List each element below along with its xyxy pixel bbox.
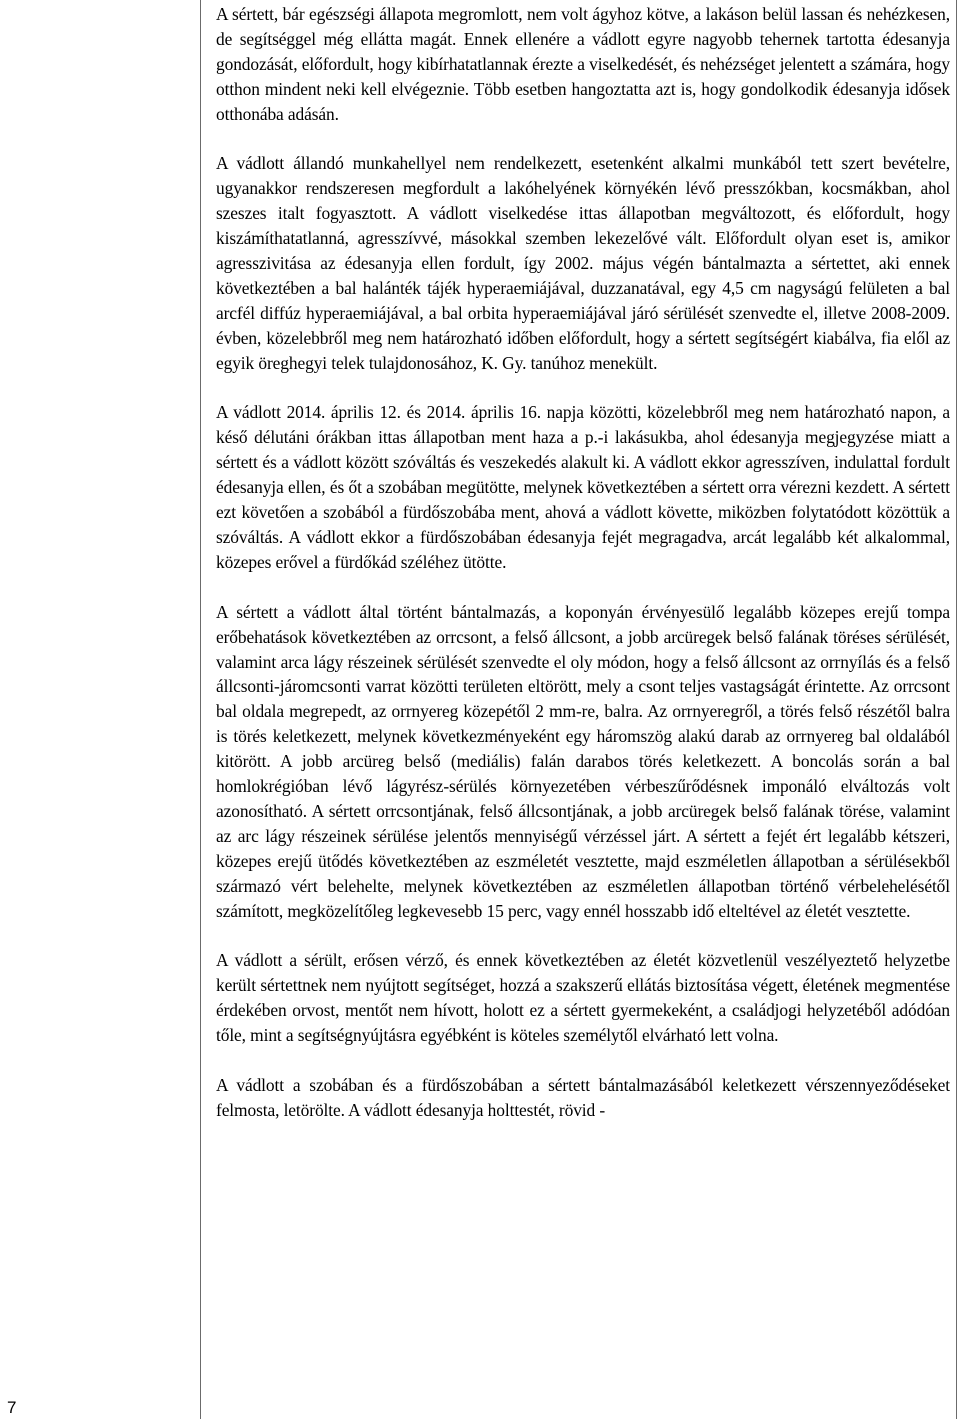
page-number: 7 <box>7 1398 17 1417</box>
document-body <box>216 2 950 1123</box>
paragraph-6: A vádlott a szobában és a fürdőszobában a sértett bántalmazásából keletkezett vérszennyeződéseket felmosta, letörölte. A vádlott édesanyja holttestét, rövid - <box>216 1074 950 1120</box>
paragraph-4: A sértett a vádlott által történt bántalmazás, a koponyán érvényesülő legalább közepes erejű tompa erőbehatások következtében az orrcsont, a felső állcsont, a jobb arcüregek belső falának töréses sérülését, valamint arca lágy részeinek sérülését szenvedte el oly módon, hogy a felső állcsont az orrnyílás és a felső állcsonti-járomcsonti varrat közötti területen eltörött, mely a csont teljes vastagságát érintette. Az orrcsont bal oldala megrepedt, az orrnyereg közepétől 2 mm-re, balra. Az orrnyeregről, a törés felső részétől balra is törés keletkezett, melynek következményeként egy háromszög alakú darab az orrnyereg bal oldalából kitörött. A jobb arcüreg belső (mediális) falán darabos törés keletkezett. A boncolás során a bal homlokrégióban lévő lágyrész-sérülés környezetében vérbeszűrődésnek imponáló elváltozás volt azonosítható. A sértett orrcsontjának, felső állcsontjának, a jobb arcüregek belső falának törése, valamint az arc lágy részeinek sérülése jelentős mennyiségű vérzéssel járt. A sértett a fejét ért legalább kétszeri, közepes erejű ütődés következtében az eszméletét vesztette, majd eszméletlen állapotban a sérülésekből származó vért belehelte, melynek következtében az eszméletlen állapotban történő vérbelehelésétől számított, megközelítőleg legkevesebb 15 perc, vagy ennél hosszabb idő elteltével az életét vesztette. <box>216 601 950 921</box>
paragraph-2: A vádlott állandó munkahellyel nem rendelkezett, esetenként alkalmi munkából tett szert bevételre, ugyanakkor rendszeresen megfordult a lakóhelyének környékén lévő presszókban, kocsmákban, ahol szeszes italt fogyasztott. A vádlott viselkedése ittas állapotban megváltozott, és előfordult, hogy kiszámíthatatlanná, agresszívvé, másokkal szemben lekezelővé vált. Előfordult olyan eset is, amikor agresszivitása az édesanyja ellen fordult, így 2002. május végén bántalmazta a sértettet, aki ennek következtében a bal halánték tájék hyperaemiájával, duzzanatával, egy 4,5 cm nagyságú felületen a bal arcfél diffúz hyperaemiájával, a bal orbita hyperaemiájával járó sérülését szenvedte el, illetve 2008-2009. évben, közelebbről meg nem határozható időben előfordult, hogy a sértett segítségért kiabálva, fia elől az egyik öreghegyi telek tulajdonosához, K. Gy. tanúhoz menekült. <box>216 153 950 373</box>
paragraph-5: A vádlott a sérült, erősen vérző, és ennek következtében az életét közvetlenül veszélyeztető helyzetbe került sértettnek nem nyújtott segítséget, hozzá a szakszerű ellátás biztosítása végett, életének megmentése érdekében orvost, mentőt nem hívott, holott ez a sértett gyermekeként, a családjogi helyzetéből adódóan tőle, mint a segítségnyújtásra egyébként is köteles személytől elvárható lett volna. <box>216 950 950 1046</box>
paragraph-3: A vádlott 2014. április 12. és 2014. április 16. napja közötti, közelebbről meg nem határozható napon, a késő délutáni órákban ittas állapotban ment haza a p.-i lakásukba, ahol édesanyja megjegyzése miatt a sértett és a vádlott között szóváltás és veszekedés alakult ki. A vádlott ekkor agresszíven, indulattal fordult édesanyja ellen, és őt a szobában megütötte, melynek következtében a sértett orra vérezni kezdett. A sértett ezt követően a szobából a fürdőszobába ment, ahová a vádlott követte, miközben folytatódott közöttük a szóváltás. A vádlott ekkor a fürdőszobában édesanyja fejét megragadva, arcát legalább két alkalommal, közepes erővel a fürdőkád széléhez ütötte. <box>216 402 950 572</box>
paragraph-1: A sértett, bár egészségi állapota megromlott, nem volt ágyhoz kötve, a lakáson belül lassan és nehézkesen, de segítséggel még ellátta magát. Ennek ellenére a vádlott egyre nagyobb tehernek tartotta édesanyja gondozását, előfordult, hogy kibírhatatlannak érezte a viselkedését, és nehézséget jelentett a számára, hogy otthon mindent neki kell elvégeznie. Több esetben hangoztatta azt is, hogy gondolkodik édesanyja idősek otthonába adásán. <box>216 4 950 124</box>
